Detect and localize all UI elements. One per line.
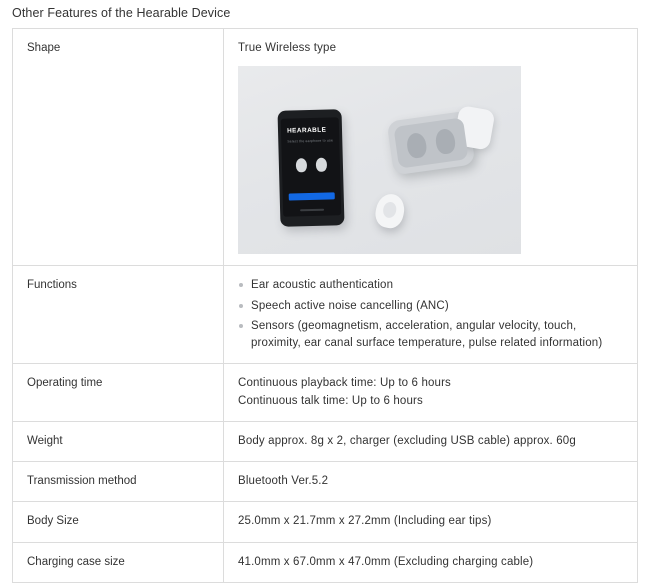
phone-app-title: HEARABLE [286,126,327,135]
table-row [13,364,638,422]
earbud-icon-left [295,158,306,172]
row-label-body-size: Body Size [13,502,224,542]
row-value-transmission-method: Bluetooth Ver.5.2 [224,462,638,502]
charging-case-inner [393,118,468,169]
table-row [13,29,638,266]
earbud-slot-right [434,128,456,155]
list-item: Speech active noise cancelling (ANC) [238,298,627,315]
row-label-transmission-method: Transmission method [13,462,224,502]
table-row [13,542,638,582]
phone-earbud-icons [282,157,340,173]
row-value-charging-case-size: 41.0mm x 67.0mm x 47.0mm (Excluding charging cable) [224,542,638,582]
table-row [13,421,638,461]
list-item: Ear acoustic authentication [238,277,627,294]
charging-case-graphic [387,111,476,176]
earbud-graphic [373,192,407,231]
table-row [13,266,638,364]
row-value-weight: Body approx. 8g x 2, charger (excluding USB cable) approx. 60g [224,421,638,461]
earbud-icon-right [315,158,326,172]
smartphone-graphic [277,109,344,227]
functions-list [238,277,627,352]
operating-time-talk: Continuous talk time: Up to 6 hours [238,394,423,407]
phone-home-indicator [300,209,324,212]
shape-text: True Wireless type [238,42,337,54]
phone-primary-button [289,193,335,201]
row-value-functions [224,266,638,364]
row-value-body-size: 25.0mm x 21.7mm x 27.2mm (Including ear tips) [224,502,638,542]
specifications-table [12,28,638,583]
page-title: Other Features of the Hearable Device [12,6,231,20]
hearable-device-photo [238,66,521,254]
table-row [13,502,638,542]
phone-app-subtitle: Select the earphone to use [287,138,334,144]
operating-time-playback: Continuous playback time: Up to 6 hours [238,377,451,390]
row-label-shape: Shape [13,29,224,266]
row-value-shape [224,29,638,266]
table-row [13,462,638,502]
row-value-operating-time [224,364,638,422]
row-label-weight: Weight [13,421,224,461]
list-item: Sensors (geomagnetism, acceleration, angular velocity, touch, proximity, ear canal surface temperature, pulse related information) [238,318,627,353]
phone-screen [281,118,342,217]
row-label-functions: Functions [13,266,224,364]
earbud-slot-left [406,132,428,159]
row-label-operating-time: Operating time [13,364,224,422]
row-label-charging-case-size: Charging case size [13,542,224,582]
